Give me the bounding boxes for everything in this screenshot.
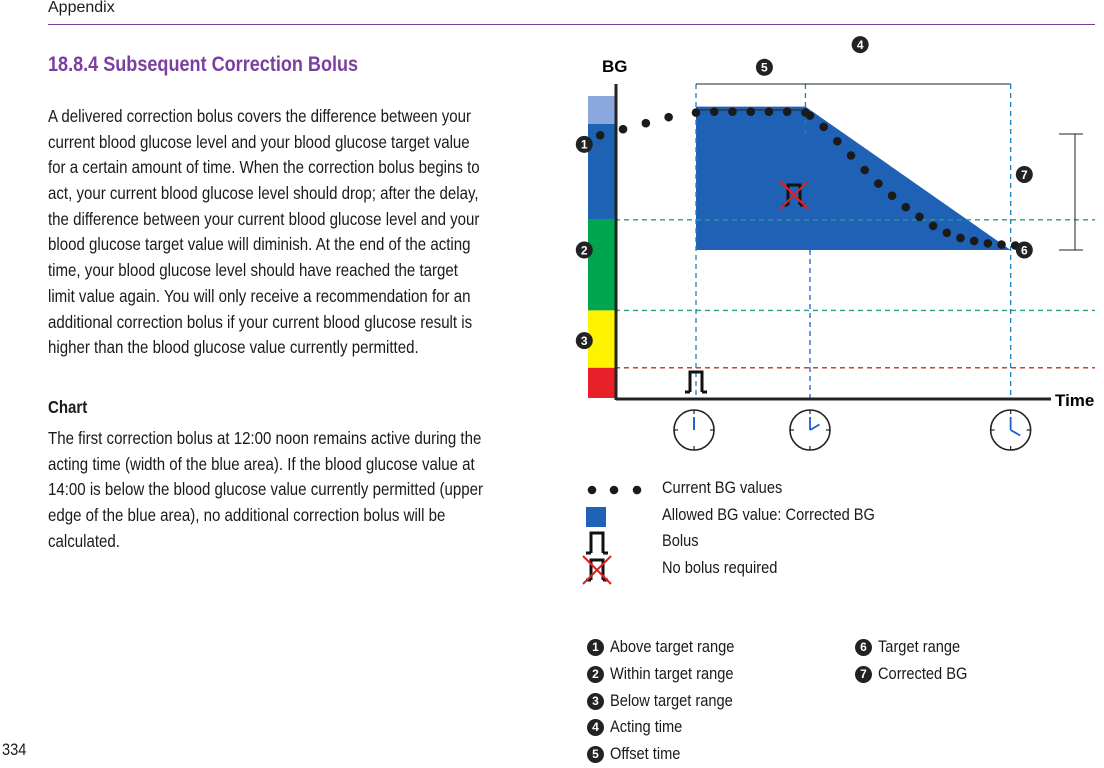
key-label: Above target range [610, 637, 735, 656]
text-line: acting time (width of the blue area). If the blood glucose value at [48, 453, 475, 474]
legend-bolus-icon [586, 533, 608, 553]
key-label: Corrected BG [878, 664, 968, 683]
key-number-badge: 2 [587, 666, 604, 683]
text-line: A delivered correction bolus covers the difference between your [48, 106, 472, 126]
marker-2 [576, 242, 593, 259]
legend-item [662, 531, 705, 551]
marker-label: 5 [761, 60, 768, 75]
x-axis-label: Time [1055, 391, 1095, 410]
key-label: Below target range [610, 691, 733, 710]
no-bolus-icon [583, 556, 611, 584]
text-line: current blood glucose level and your blood glucose target value [48, 131, 470, 152]
bg-dot [874, 179, 883, 188]
marker-3 [576, 332, 593, 349]
bg-dot [806, 111, 815, 120]
legend-item [662, 505, 910, 525]
legend-icons [583, 486, 641, 584]
text-line: 14:00 is below the blood glucose value currently permitted (upper [48, 479, 484, 500]
bg-dot [984, 239, 993, 248]
zone-hypo [588, 368, 615, 398]
bg-dot [710, 107, 719, 116]
text-line: additional correction bolus if your current blood glucose result is [48, 311, 473, 332]
key-item [855, 664, 982, 684]
bg-dot [888, 191, 897, 200]
marker-label: 7 [1020, 167, 1028, 182]
corrected-bg-polygon [696, 107, 1011, 250]
key-label: Acting time [610, 717, 683, 736]
key-number-badge: 5 [587, 746, 604, 763]
marker-label: 1 [580, 137, 588, 152]
section-title-text: 18.8.4 Subsequent Correction Bolus [48, 53, 359, 76]
bg-dot [943, 229, 952, 238]
key-item [587, 744, 692, 764]
bg-dot [929, 222, 938, 231]
marker-4 [852, 36, 869, 53]
legend-label: Current BG values [662, 478, 783, 497]
y-axis-label: BG [602, 57, 628, 76]
key-number-badge: 4 [587, 719, 604, 736]
zone-top-band [588, 96, 615, 124]
bg-dot [970, 237, 979, 246]
legend-item [662, 558, 796, 578]
marker-label: 6 [1020, 243, 1028, 258]
legend-label: Allowed BG value: Corrected BG [662, 505, 875, 524]
marker-label: 2 [580, 243, 588, 258]
key-label: Within target range [610, 664, 734, 683]
clock-icons [674, 410, 1031, 450]
bg-dot [664, 113, 673, 122]
legend-blue-square-icon [586, 507, 606, 527]
bg-dot [819, 123, 828, 132]
key-item [587, 664, 754, 684]
legend-item [662, 478, 802, 498]
text-line: limit value again. You will only receive a recommendation for an [48, 285, 471, 306]
clock-icon [790, 410, 830, 450]
key-number-badge: 7 [855, 666, 872, 683]
legend-dots-icon [588, 486, 642, 495]
clock-icon [674, 410, 714, 450]
zone-within-target-range [588, 220, 615, 311]
bg-dot [619, 125, 628, 134]
key-label: Offset time [610, 744, 681, 763]
marker-5 [756, 59, 773, 76]
text-line: for a certain amount of time. When the correction bolus begins to [48, 157, 480, 178]
chart-heading-text: Chart [48, 397, 88, 417]
text-line: act, your current blood glucose level should drop; after the delay, [48, 183, 479, 204]
marker-1 [576, 136, 593, 153]
key-number-badge: 3 [587, 693, 604, 710]
legend-label: No bolus required [662, 558, 778, 577]
clock-icon [991, 410, 1031, 450]
marker-label: 3 [580, 333, 588, 348]
bg-dot [728, 107, 737, 116]
header-label: Appendix [48, 0, 115, 16]
bg-dot [692, 108, 701, 117]
bg-dot [833, 137, 842, 146]
text-line: The first correction bolus at 12:00 noon remains active during the [48, 428, 482, 448]
bg-dot [956, 234, 965, 243]
text-line: higher than the blood glucose value currently permitted. [48, 337, 419, 358]
bg-dot [915, 213, 924, 222]
marker-6 [1016, 242, 1033, 259]
key-label: Target range [878, 637, 961, 656]
marker-7 [1016, 166, 1033, 183]
text-line: blood glucose target value will diminish. At the end of the acting [48, 234, 471, 255]
marker-label: 4 [856, 37, 864, 52]
bg-dot [783, 107, 792, 116]
corrected-bg-area [696, 107, 1011, 250]
bg-dot [642, 119, 651, 128]
bg-dot [901, 203, 910, 212]
page-number-text: 334 [2, 740, 27, 759]
bg-dot [860, 166, 869, 175]
bg-dot [847, 151, 856, 160]
key-item [587, 691, 753, 711]
text-line: time, your blood glucose level should have reached the target [48, 260, 458, 281]
key-number-badge: 6 [855, 639, 872, 656]
text-line: the difference between your current blood glucose level and your [48, 208, 480, 229]
key-item [855, 637, 973, 657]
bg-dot [765, 107, 774, 116]
key-item [587, 717, 694, 737]
bg-dot [596, 131, 605, 140]
key-number-badge: 1 [587, 639, 604, 656]
text-line: edge of the blue area), no additional correction bolus will be [48, 505, 446, 526]
bg-dot [997, 240, 1006, 249]
legend-label: Bolus [662, 531, 699, 550]
bg-dot [746, 107, 755, 116]
key-item [587, 637, 755, 657]
text-line: calculated. [48, 530, 120, 551]
